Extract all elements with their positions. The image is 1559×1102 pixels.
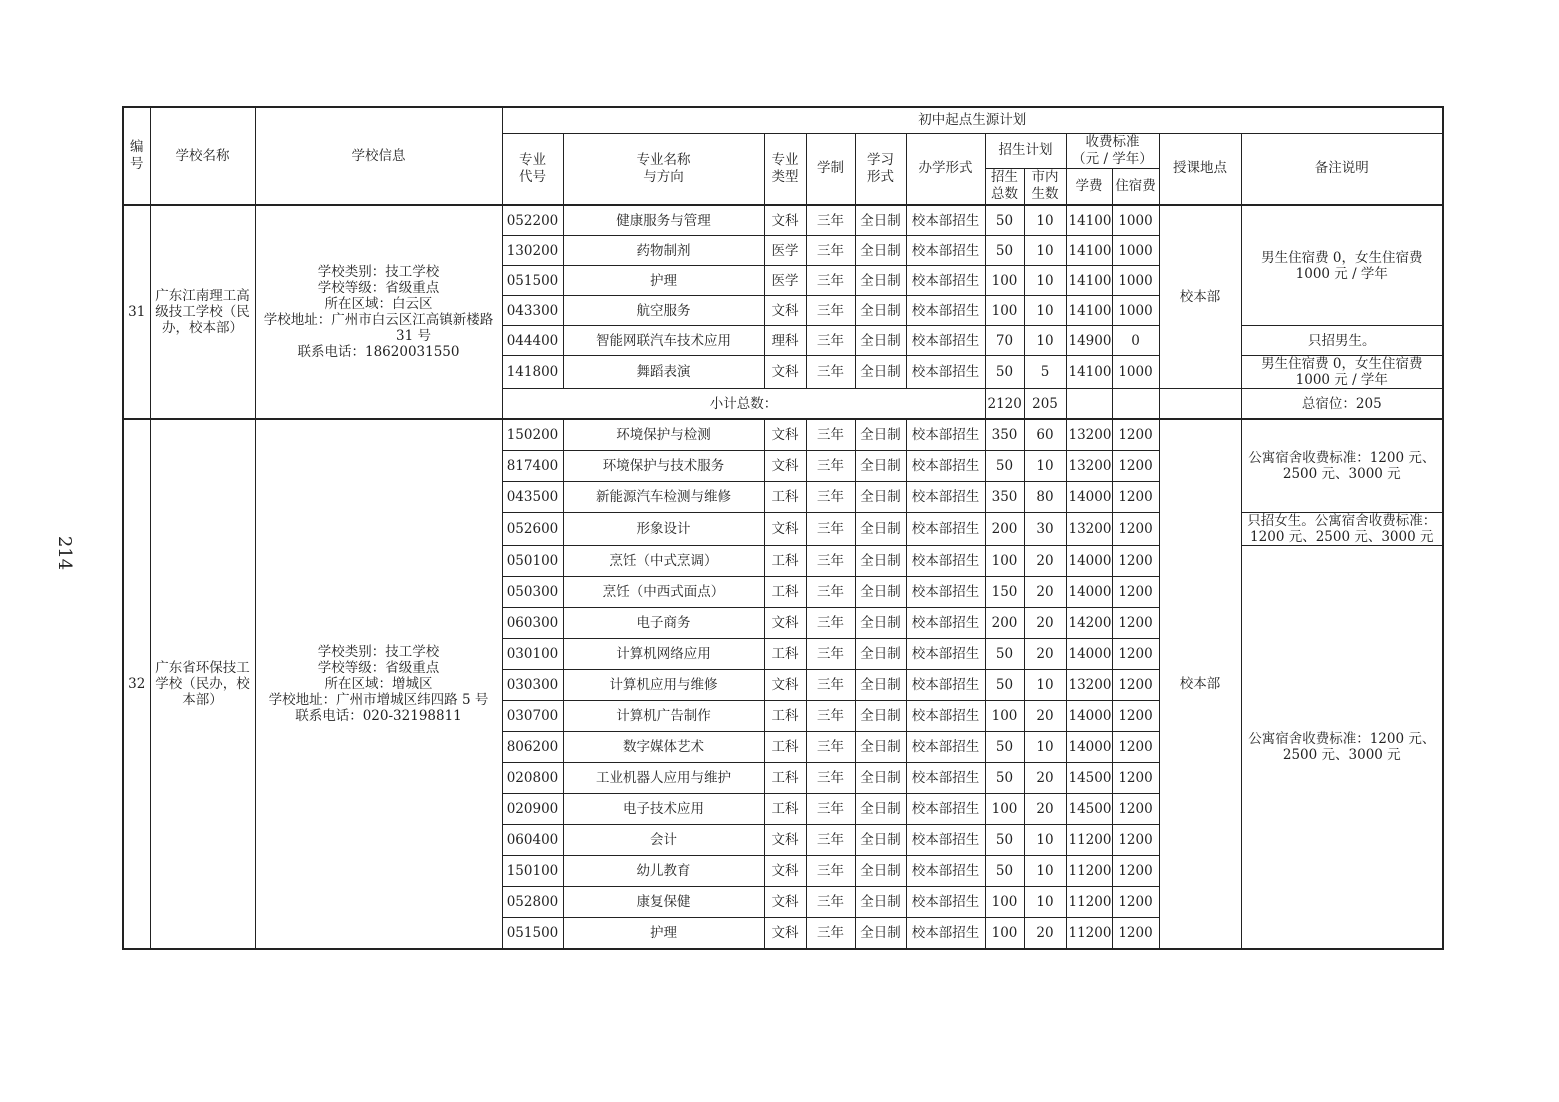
duration: 三年 bbox=[806, 356, 855, 389]
remark: 男生住宿费 0，女生住宿费 1000 元 / 学年 bbox=[1241, 205, 1443, 326]
duration: 三年 bbox=[806, 825, 855, 856]
major-type: 工科 bbox=[764, 732, 806, 763]
class-location: 校本部 bbox=[1159, 205, 1241, 389]
tuition: 13200 bbox=[1066, 513, 1112, 546]
school-info bbox=[255, 419, 502, 949]
major-name: 幼儿教育 bbox=[563, 856, 764, 887]
enroll-total: 50 bbox=[985, 639, 1024, 670]
subtotal-tuition bbox=[1066, 389, 1112, 420]
study-form: 全日制 bbox=[855, 887, 906, 918]
major-type: 理科 bbox=[764, 326, 806, 356]
major-code: 030700 bbox=[502, 701, 563, 732]
mode: 校本部招生 bbox=[906, 794, 985, 825]
tuition: 14000 bbox=[1066, 482, 1112, 513]
enroll-city: 20 bbox=[1024, 918, 1066, 950]
tuition: 14000 bbox=[1066, 577, 1112, 608]
enroll-total: 50 bbox=[985, 763, 1024, 794]
enroll-city: 10 bbox=[1024, 887, 1066, 918]
major-name: 护理 bbox=[563, 918, 764, 950]
enroll-total: 100 bbox=[985, 918, 1024, 950]
major-name: 形象设计 bbox=[563, 513, 764, 546]
enroll-total: 100 bbox=[985, 887, 1024, 918]
school-name: 广东江南理工高级技工学校（民办，校本部） bbox=[150, 205, 255, 419]
mode: 校本部招生 bbox=[906, 326, 985, 356]
study-form: 全日制 bbox=[855, 763, 906, 794]
school-info-line: 学校等级：省级重点 bbox=[317, 660, 440, 676]
study-form: 全日制 bbox=[855, 451, 906, 482]
enroll-total: 150 bbox=[985, 577, 1024, 608]
major-type: 文科 bbox=[764, 918, 806, 950]
enroll-total: 350 bbox=[985, 482, 1024, 513]
major-name: 会计 bbox=[563, 825, 764, 856]
dorm-fee: 1200 bbox=[1112, 513, 1159, 546]
enroll-city: 5 bbox=[1024, 356, 1066, 389]
study-form: 全日制 bbox=[855, 326, 906, 356]
tuition: 14000 bbox=[1066, 639, 1112, 670]
major-name: 药物制剂 bbox=[563, 236, 764, 266]
duration: 三年 bbox=[806, 296, 855, 326]
tuition: 14100 bbox=[1066, 205, 1112, 236]
header-major: 专业名称 与方向 bbox=[563, 133, 764, 205]
enroll-total: 200 bbox=[985, 513, 1024, 546]
school-info-line: 所在区域：白云区 bbox=[324, 296, 433, 312]
major-code: 051500 bbox=[502, 918, 563, 950]
dorm-fee: 1000 bbox=[1112, 296, 1159, 326]
enroll-total: 50 bbox=[985, 856, 1024, 887]
duration: 三年 bbox=[806, 513, 855, 546]
mode: 校本部招生 bbox=[906, 670, 985, 701]
enroll-total: 200 bbox=[985, 608, 1024, 639]
major-name: 新能源汽车检测与维修 bbox=[563, 482, 764, 513]
enroll-city: 20 bbox=[1024, 639, 1066, 670]
school-info bbox=[255, 205, 502, 419]
major-type: 工科 bbox=[764, 701, 806, 732]
dorm-fee: 1000 bbox=[1112, 236, 1159, 266]
duration: 三年 bbox=[806, 856, 855, 887]
mode: 校本部招生 bbox=[906, 205, 985, 236]
mode: 校本部招生 bbox=[906, 856, 985, 887]
duration: 三年 bbox=[806, 205, 855, 236]
header-mode: 办学形式 bbox=[906, 133, 985, 205]
tuition: 14500 bbox=[1066, 794, 1112, 825]
major-code: 150200 bbox=[502, 419, 563, 451]
header-no: 编号 bbox=[123, 107, 150, 205]
dorm-fee: 1200 bbox=[1112, 451, 1159, 482]
duration: 三年 bbox=[806, 670, 855, 701]
major-type: 工科 bbox=[764, 763, 806, 794]
major-code: 141800 bbox=[502, 356, 563, 389]
school-info-line: 学校类别：技工学校 bbox=[317, 264, 440, 280]
enroll-city: 10 bbox=[1024, 856, 1066, 887]
tuition: 14100 bbox=[1066, 266, 1112, 296]
duration: 三年 bbox=[806, 608, 855, 639]
major-name: 工业机器人应用与维护 bbox=[563, 763, 764, 794]
major-code: 030100 bbox=[502, 639, 563, 670]
major-type: 工科 bbox=[764, 577, 806, 608]
tuition: 11200 bbox=[1066, 887, 1112, 918]
table-row bbox=[123, 419, 1443, 451]
enroll-city: 10 bbox=[1024, 670, 1066, 701]
major-code: 806200 bbox=[502, 732, 563, 763]
major-type: 工科 bbox=[764, 794, 806, 825]
major-name: 康复保健 bbox=[563, 887, 764, 918]
study-form: 全日制 bbox=[855, 918, 906, 950]
major-name: 环境保护与技术服务 bbox=[563, 451, 764, 482]
header-duration: 学制 bbox=[806, 133, 855, 205]
enroll-total: 50 bbox=[985, 732, 1024, 763]
study-form: 全日制 bbox=[855, 419, 906, 451]
mode: 校本部招生 bbox=[906, 546, 985, 577]
enroll-city: 60 bbox=[1024, 419, 1066, 451]
enroll-city: 20 bbox=[1024, 546, 1066, 577]
major-name: 电子技术应用 bbox=[563, 794, 764, 825]
dorm-fee: 1200 bbox=[1112, 794, 1159, 825]
enroll-total: 50 bbox=[985, 451, 1024, 482]
tuition: 14500 bbox=[1066, 763, 1112, 794]
major-type: 文科 bbox=[764, 825, 806, 856]
school-info-line: 学校地址：广州市白云区江高镇新楼路 bbox=[263, 312, 494, 328]
study-form: 全日制 bbox=[855, 577, 906, 608]
header-study-form: 学习 形式 bbox=[855, 133, 906, 205]
dorm-fee: 1200 bbox=[1112, 763, 1159, 794]
school-info-line: 所在区域：增城区 bbox=[324, 676, 433, 692]
mode: 校本部招生 bbox=[906, 887, 985, 918]
enroll-city: 10 bbox=[1024, 296, 1066, 326]
enroll-city: 10 bbox=[1024, 236, 1066, 266]
mode: 校本部招生 bbox=[906, 732, 985, 763]
major-code: 060300 bbox=[502, 608, 563, 639]
dorm-fee: 1000 bbox=[1112, 356, 1159, 389]
major-name: 健康服务与管理 bbox=[563, 205, 764, 236]
major-name: 航空服务 bbox=[563, 296, 764, 326]
school-info-line: 联系电话：18620031550 bbox=[297, 344, 460, 360]
tuition: 14100 bbox=[1066, 356, 1112, 389]
major-name: 烹饪（中西式面点） bbox=[563, 577, 764, 608]
duration: 三年 bbox=[806, 639, 855, 670]
duration: 三年 bbox=[806, 887, 855, 918]
major-code: 020900 bbox=[502, 794, 563, 825]
major-type: 工科 bbox=[764, 639, 806, 670]
major-type: 医学 bbox=[764, 236, 806, 266]
enrollment-plan-table bbox=[122, 106, 1444, 950]
subtotal-remark: 总宿位：205 bbox=[1241, 389, 1443, 420]
major-type: 文科 bbox=[764, 451, 806, 482]
study-form: 全日制 bbox=[855, 608, 906, 639]
header-city: 市内 生数 bbox=[1024, 168, 1066, 205]
study-form: 全日制 bbox=[855, 546, 906, 577]
tuition: 14100 bbox=[1066, 236, 1112, 266]
dorm-fee: 1200 bbox=[1112, 887, 1159, 918]
enroll-city: 10 bbox=[1024, 732, 1066, 763]
remark: 公寓宿舍收费标准：1200 元、2500 元、3000 元 bbox=[1241, 419, 1443, 513]
dorm-fee: 1000 bbox=[1112, 266, 1159, 296]
study-form: 全日制 bbox=[855, 825, 906, 856]
duration: 三年 bbox=[806, 732, 855, 763]
mode: 校本部招生 bbox=[906, 608, 985, 639]
major-name: 烹饪（中式烹调） bbox=[563, 546, 764, 577]
enroll-total: 100 bbox=[985, 266, 1024, 296]
major-code: 052600 bbox=[502, 513, 563, 546]
major-code: 043500 bbox=[502, 482, 563, 513]
duration: 三年 bbox=[806, 326, 855, 356]
study-form: 全日制 bbox=[855, 856, 906, 887]
enroll-total: 70 bbox=[985, 326, 1024, 356]
major-type: 文科 bbox=[764, 670, 806, 701]
major-name: 电子商务 bbox=[563, 608, 764, 639]
header-school-name: 学校名称 bbox=[150, 107, 255, 205]
header-code: 专业 代号 bbox=[502, 133, 563, 205]
header-fee-standard: 收费标准 （元 / 学年） bbox=[1066, 133, 1159, 168]
major-name: 计算机网络应用 bbox=[563, 639, 764, 670]
header-total: 招生 总数 bbox=[985, 168, 1024, 205]
enroll-city: 20 bbox=[1024, 701, 1066, 732]
enroll-city: 10 bbox=[1024, 326, 1066, 356]
duration: 三年 bbox=[806, 266, 855, 296]
remark: 只招女生。公寓宿舍收费标准：1200 元、2500 元、3000 元 bbox=[1241, 513, 1443, 546]
dorm-fee: 1200 bbox=[1112, 856, 1159, 887]
dorm-fee: 1200 bbox=[1112, 608, 1159, 639]
school-info-line: 学校等级：省级重点 bbox=[317, 280, 440, 296]
major-type: 文科 bbox=[764, 608, 806, 639]
study-form: 全日制 bbox=[855, 513, 906, 546]
mode: 校本部招生 bbox=[906, 701, 985, 732]
mode: 校本部招生 bbox=[906, 482, 985, 513]
mode: 校本部招生 bbox=[906, 451, 985, 482]
mode: 校本部招生 bbox=[906, 639, 985, 670]
duration: 三年 bbox=[806, 419, 855, 451]
school-info-line: 联系电话：020-32198811 bbox=[295, 708, 462, 724]
mode: 校本部招生 bbox=[906, 236, 985, 266]
mode: 校本部招生 bbox=[906, 825, 985, 856]
enroll-total: 50 bbox=[985, 825, 1024, 856]
mode: 校本部招生 bbox=[906, 296, 985, 326]
mode: 校本部招生 bbox=[906, 577, 985, 608]
major-name: 舞蹈表演 bbox=[563, 356, 764, 389]
mode: 校本部招生 bbox=[906, 419, 985, 451]
enroll-total: 50 bbox=[985, 670, 1024, 701]
duration: 三年 bbox=[806, 794, 855, 825]
major-code: 050300 bbox=[502, 577, 563, 608]
major-code: 044400 bbox=[502, 326, 563, 356]
enroll-total: 50 bbox=[985, 356, 1024, 389]
enroll-city: 10 bbox=[1024, 451, 1066, 482]
major-name: 数字媒体艺术 bbox=[563, 732, 764, 763]
dorm-fee: 1200 bbox=[1112, 546, 1159, 577]
school-no: 31 bbox=[123, 205, 150, 419]
study-form: 全日制 bbox=[855, 701, 906, 732]
enroll-total: 100 bbox=[985, 794, 1024, 825]
tuition: 14100 bbox=[1066, 296, 1112, 326]
enroll-total: 100 bbox=[985, 546, 1024, 577]
dorm-fee: 1000 bbox=[1112, 205, 1159, 236]
remark: 公寓宿舍收费标准：1200 元、2500 元、3000 元 bbox=[1241, 546, 1443, 950]
header-dorm: 住宿费 bbox=[1112, 168, 1159, 205]
enroll-total: 100 bbox=[985, 296, 1024, 326]
header-major-type: 专业 类型 bbox=[764, 133, 806, 205]
major-code: 050100 bbox=[502, 546, 563, 577]
tuition: 13200 bbox=[1066, 419, 1112, 451]
enroll-total: 50 bbox=[985, 205, 1024, 236]
study-form: 全日制 bbox=[855, 296, 906, 326]
major-type: 文科 bbox=[764, 419, 806, 451]
major-type: 医学 bbox=[764, 266, 806, 296]
enroll-city: 10 bbox=[1024, 205, 1066, 236]
study-form: 全日制 bbox=[855, 236, 906, 266]
mode: 校本部招生 bbox=[906, 513, 985, 546]
dorm-fee: 1200 bbox=[1112, 670, 1159, 701]
school-info-line: 31 号 bbox=[396, 328, 431, 344]
subtotal-dorm bbox=[1112, 389, 1159, 420]
header-remarks: 备注说明 bbox=[1241, 133, 1443, 205]
header-location: 授课地点 bbox=[1159, 133, 1241, 205]
enroll-total: 50 bbox=[985, 236, 1024, 266]
dorm-fee: 1200 bbox=[1112, 918, 1159, 950]
enroll-city: 20 bbox=[1024, 608, 1066, 639]
enroll-city: 10 bbox=[1024, 266, 1066, 296]
major-name: 护理 bbox=[563, 266, 764, 296]
enroll-city: 10 bbox=[1024, 825, 1066, 856]
tuition: 14200 bbox=[1066, 608, 1112, 639]
study-form: 全日制 bbox=[855, 356, 906, 389]
study-form: 全日制 bbox=[855, 205, 906, 236]
tuition: 11200 bbox=[1066, 856, 1112, 887]
dorm-fee: 0 bbox=[1112, 326, 1159, 356]
tuition: 14000 bbox=[1066, 546, 1112, 577]
tuition: 14000 bbox=[1066, 701, 1112, 732]
school-info-line: 学校地址：广州市增城区纬四路 5 号 bbox=[268, 692, 489, 708]
subtotal-city: 205 bbox=[1024, 389, 1066, 420]
subtotal-label: 小计总数： bbox=[502, 389, 985, 420]
enroll-city: 20 bbox=[1024, 794, 1066, 825]
dorm-fee: 1200 bbox=[1112, 577, 1159, 608]
subtotal-total: 2120 bbox=[985, 389, 1024, 420]
header-enroll-plan: 招生计划 bbox=[985, 133, 1066, 168]
subtotal-location bbox=[1159, 389, 1241, 420]
study-form: 全日制 bbox=[855, 732, 906, 763]
mode: 校本部招生 bbox=[906, 356, 985, 389]
dorm-fee: 1200 bbox=[1112, 701, 1159, 732]
table-row bbox=[123, 205, 1443, 236]
study-form: 全日制 bbox=[855, 794, 906, 825]
enroll-total: 350 bbox=[985, 419, 1024, 451]
duration: 三年 bbox=[806, 236, 855, 266]
table-body bbox=[123, 205, 1443, 949]
major-code: 030300 bbox=[502, 670, 563, 701]
major-name: 环境保护与检测 bbox=[563, 419, 764, 451]
remark: 男生住宿费 0，女生住宿费 1000 元 / 学年 bbox=[1241, 356, 1443, 389]
major-code: 051500 bbox=[502, 266, 563, 296]
major-type: 文科 bbox=[764, 887, 806, 918]
major-code: 043300 bbox=[502, 296, 563, 326]
duration: 三年 bbox=[806, 577, 855, 608]
major-code: 817400 bbox=[502, 451, 563, 482]
enroll-city: 80 bbox=[1024, 482, 1066, 513]
school-name: 广东省环保技工学校（民办，校本部） bbox=[150, 419, 255, 949]
class-location: 校本部 bbox=[1159, 419, 1241, 949]
duration: 三年 bbox=[806, 482, 855, 513]
mode: 校本部招生 bbox=[906, 266, 985, 296]
major-type: 文科 bbox=[764, 356, 806, 389]
major-name: 智能网联汽车技术应用 bbox=[563, 326, 764, 356]
mode: 校本部招生 bbox=[906, 763, 985, 794]
school-no: 32 bbox=[123, 419, 150, 949]
duration: 三年 bbox=[806, 763, 855, 794]
header-school-info: 学校信息 bbox=[255, 107, 502, 205]
dorm-fee: 1200 bbox=[1112, 639, 1159, 670]
mode: 校本部招生 bbox=[906, 918, 985, 950]
dorm-fee: 1200 bbox=[1112, 482, 1159, 513]
major-code: 052800 bbox=[502, 887, 563, 918]
header-plan-title: 初中起点生源计划 bbox=[502, 107, 1443, 133]
dorm-fee: 1200 bbox=[1112, 419, 1159, 451]
dorm-fee: 1200 bbox=[1112, 825, 1159, 856]
study-form: 全日制 bbox=[855, 670, 906, 701]
duration: 三年 bbox=[806, 918, 855, 950]
major-code: 052200 bbox=[502, 205, 563, 236]
tuition: 13200 bbox=[1066, 670, 1112, 701]
tuition: 11200 bbox=[1066, 918, 1112, 950]
enroll-city: 30 bbox=[1024, 513, 1066, 546]
duration: 三年 bbox=[806, 546, 855, 577]
major-type: 文科 bbox=[764, 513, 806, 546]
major-code: 060400 bbox=[502, 825, 563, 856]
major-type: 文科 bbox=[764, 205, 806, 236]
study-form: 全日制 bbox=[855, 639, 906, 670]
major-code: 020800 bbox=[502, 763, 563, 794]
header-tuition: 学费 bbox=[1066, 168, 1112, 205]
remark: 只招男生。 bbox=[1241, 326, 1443, 356]
tuition: 14000 bbox=[1066, 732, 1112, 763]
enroll-city: 20 bbox=[1024, 763, 1066, 794]
tuition: 14900 bbox=[1066, 326, 1112, 356]
tuition: 13200 bbox=[1066, 451, 1112, 482]
tuition: 11200 bbox=[1066, 825, 1112, 856]
major-type: 文科 bbox=[764, 296, 806, 326]
major-type: 工科 bbox=[764, 546, 806, 577]
major-name: 计算机应用与维修 bbox=[563, 670, 764, 701]
major-code: 150100 bbox=[502, 856, 563, 887]
dorm-fee: 1200 bbox=[1112, 732, 1159, 763]
major-type: 文科 bbox=[764, 856, 806, 887]
study-form: 全日制 bbox=[855, 266, 906, 296]
school-info-line: 学校类别：技工学校 bbox=[317, 644, 440, 660]
page-number: 214 bbox=[54, 535, 76, 571]
enroll-city: 20 bbox=[1024, 577, 1066, 608]
major-type: 工科 bbox=[764, 482, 806, 513]
duration: 三年 bbox=[806, 701, 855, 732]
major-name: 计算机广告制作 bbox=[563, 701, 764, 732]
major-code: 130200 bbox=[502, 236, 563, 266]
duration: 三年 bbox=[806, 451, 855, 482]
study-form: 全日制 bbox=[855, 482, 906, 513]
enroll-total: 100 bbox=[985, 701, 1024, 732]
